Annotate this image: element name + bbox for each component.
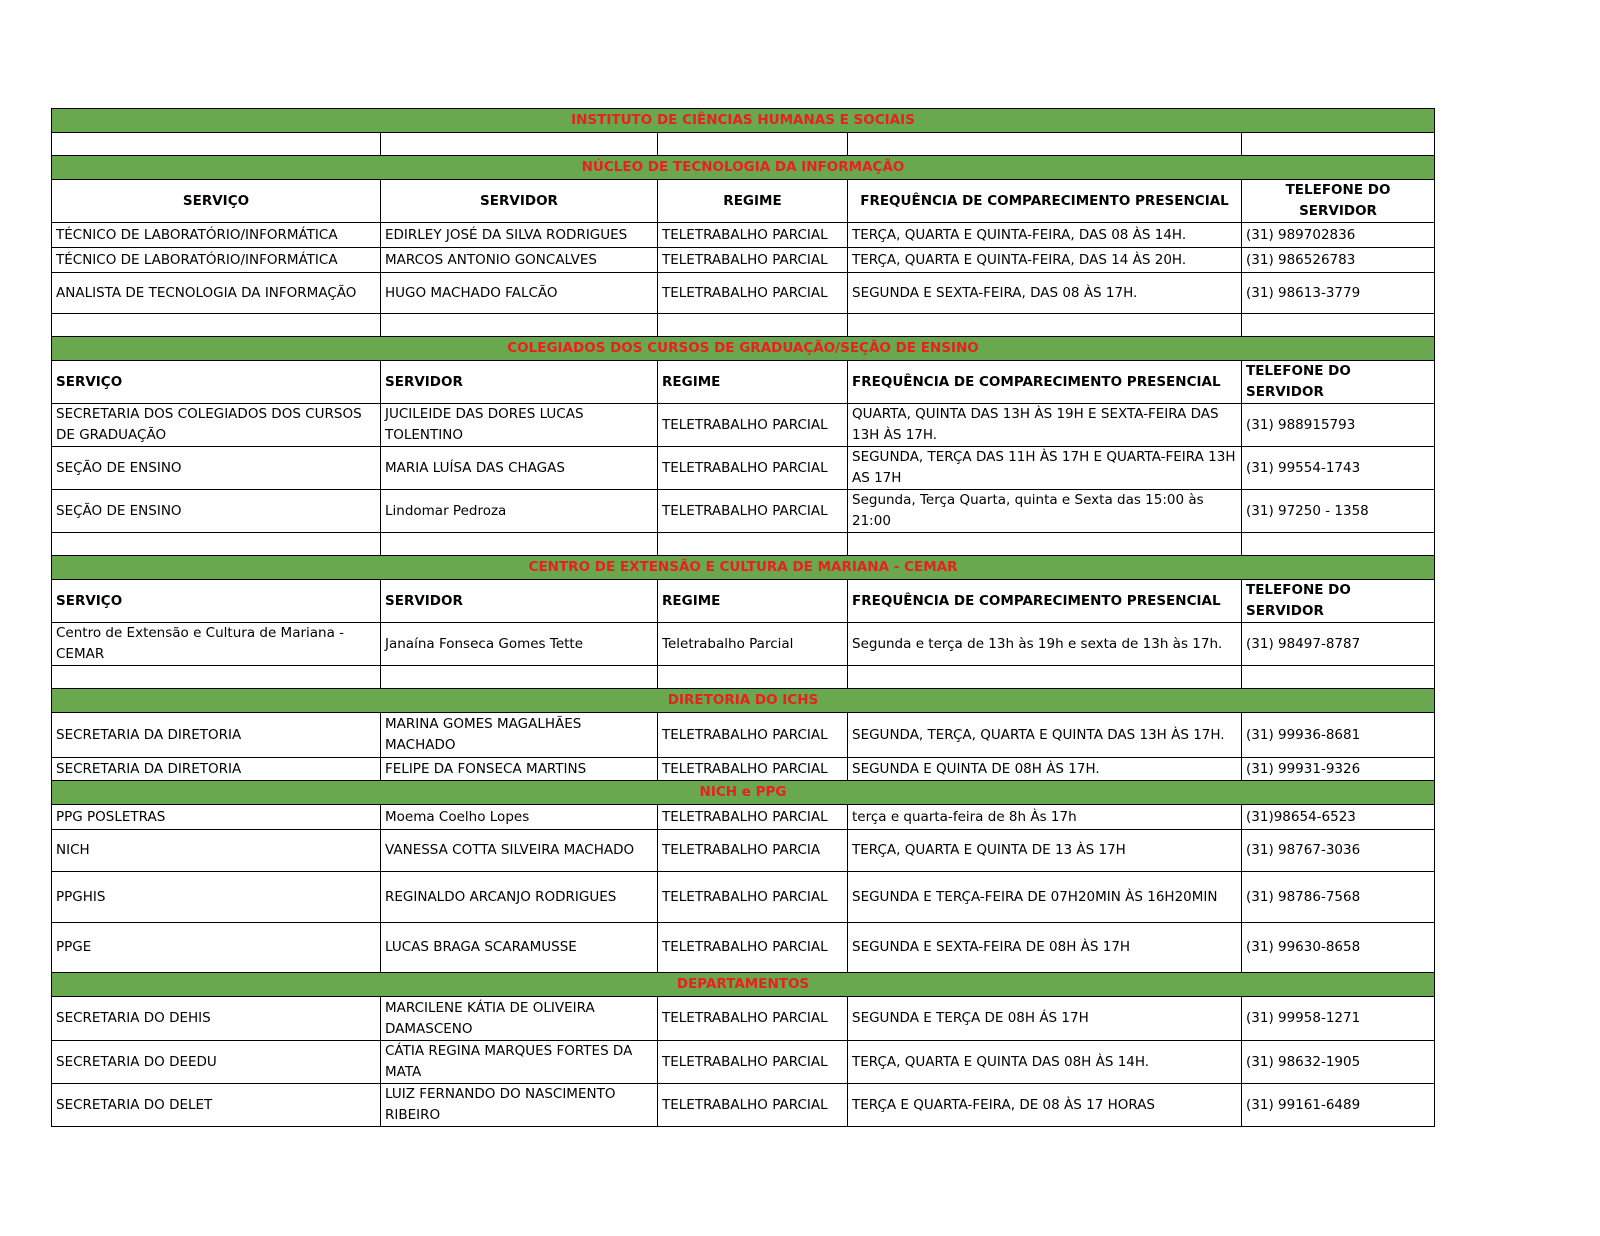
- table-row: [52, 273, 1435, 314]
- cell-servidor: MARIA LUÍSA DAS CHAGAS: [381, 447, 658, 490]
- cell-telefone: (31) 98786-7568: [1242, 872, 1435, 923]
- cell-regime: TELETRABALHO PARCIAL: [658, 273, 848, 314]
- table-row: [52, 223, 1435, 248]
- blank-row: [52, 314, 1435, 337]
- cell-servidor: REGINALDO ARCANJO RODRIGUES: [381, 872, 658, 923]
- table-row: [52, 805, 1435, 830]
- cell-servidor: LUIZ FERNANDO DO NASCIMENTO RIBEIRO: [381, 1084, 658, 1127]
- cell-frequencia: TERÇA E QUARTA-FEIRA, DE 08 ÀS 17 HORAS: [848, 1084, 1242, 1127]
- cell-frequencia: SEGUNDA E TERÇA-FEIRA DE 07H20MIN ÀS 16H20MIN: [848, 872, 1242, 923]
- col-header-servidor: SERVIDOR: [381, 361, 658, 404]
- cell-servidor: HUGO MACHADO FALCÃO: [381, 273, 658, 314]
- cell-servidor: MARCOS ANTONIO GONCALVES: [381, 248, 658, 273]
- table-row: [52, 830, 1435, 872]
- column-header-row: [52, 580, 1435, 623]
- cell-servidor: FELIPE DA FONSECA MARTINS: [381, 758, 658, 781]
- cell-servico: ANALISTA DE TECNOLOGIA DA INFORMAÇÃO: [52, 273, 381, 314]
- cell-servico: SEÇÃO DE ENSINO: [52, 490, 381, 533]
- cell-servidor: JUCILEIDE DAS DORES LUCAS TOLENTINO: [381, 404, 658, 447]
- cell-servidor: Lindomar Pedroza: [381, 490, 658, 533]
- cell-servidor: Janaína Fonseca Gomes Tette: [381, 623, 658, 666]
- blank-row: [52, 133, 1435, 156]
- col-header-servico: SERVIÇO: [52, 580, 381, 623]
- section-title: NICH e PPG: [52, 781, 1435, 805]
- cell-frequencia: SEGUNDA E SEXTA-FEIRA DE 08H ÀS 17H: [848, 923, 1242, 973]
- col-header-servico: SERVIÇO: [52, 180, 381, 223]
- cell-servico: TÉCNICO DE LABORATÓRIO/INFORMÁTICA: [52, 248, 381, 273]
- cell-telefone: (31) 99161-6489: [1242, 1084, 1435, 1127]
- table-row: [52, 923, 1435, 973]
- cell-frequencia: Segunda, Terça Quarta, quinta e Sexta das 15:00 às 21:00: [848, 490, 1242, 533]
- table-row: [52, 872, 1435, 923]
- cell-telefone: (31) 97250 - 1358: [1242, 490, 1435, 533]
- col-header-telefone: TELEFONE DO SERVIDOR: [1242, 580, 1435, 623]
- cell-frequencia: SEGUNDA, TERÇA DAS 11H ÀS 17H E QUARTA-FEIRA 13H AS 17H: [848, 447, 1242, 490]
- cell-regime: Teletrabalho Parcial: [658, 623, 848, 666]
- cell-frequencia: SEGUNDA E SEXTA-FEIRA, DAS 08 ÀS 17H.: [848, 273, 1242, 314]
- cell-servico: TÉCNICO DE LABORATÓRIO/INFORMÁTICA: [52, 223, 381, 248]
- cell-telefone: (31) 98632-1905: [1242, 1041, 1435, 1084]
- cell-servico: PPG POSLETRAS: [52, 805, 381, 830]
- col-header-frequencia: FREQUÊNCIA DE COMPARECIMENTO PRESENCIAL: [848, 180, 1242, 223]
- section-header-nich-ppg: [52, 781, 1435, 805]
- table-row: [52, 758, 1435, 781]
- cell-frequencia: Segunda e terça de 13h às 19h e sexta de 13h às 17h.: [848, 623, 1242, 666]
- blank-row: [52, 666, 1435, 689]
- cell-servidor: MARCILENE KÁTIA DE OLIVEIRA DAMASCENO: [381, 997, 658, 1041]
- cell-servico: SECRETARIA DOS COLEGIADOS DOS CURSOS DE GRADUAÇÃO: [52, 404, 381, 447]
- section-title: CENTRO DE EXTENSÃO E CULTURA DE MARIANA - CEMAR: [52, 556, 1435, 580]
- cell-regime: TELETRABALHO PARCIAL: [658, 872, 848, 923]
- cell-frequencia: TERÇA, QUARTA E QUINTA DAS 08H ÀS 14H.: [848, 1041, 1242, 1084]
- cell-regime: TELETRABALHO PARCIAL: [658, 490, 848, 533]
- cell-telefone: (31) 99630-8658: [1242, 923, 1435, 973]
- table-row: [52, 1041, 1435, 1084]
- cell-telefone: (31) 98497-8787: [1242, 623, 1435, 666]
- blank-row: [52, 533, 1435, 556]
- cell-regime: TELETRABALHO PARCIAL: [658, 805, 848, 830]
- cell-frequencia: SEGUNDA E QUINTA DE 08H ÀS 17H.: [848, 758, 1242, 781]
- section-title: COLEGIADOS DOS CURSOS DE GRADUAÇÃO/SEÇÃO DE ENSINO: [52, 337, 1435, 361]
- cell-frequencia: SEGUNDA E TERÇA DE 08H ÁS 17H: [848, 997, 1242, 1041]
- cell-regime: TELETRABALHO PARCIAL: [658, 758, 848, 781]
- section-header-diretoria: [52, 689, 1435, 713]
- cell-telefone: (31) 99936-8681: [1242, 713, 1435, 758]
- column-header-row: [52, 180, 1435, 223]
- col-header-regime: REGIME: [658, 580, 848, 623]
- cell-regime: TELETRABALHO PARCIAL: [658, 447, 848, 490]
- cell-servidor: Moema Coelho Lopes: [381, 805, 658, 830]
- col-header-servico: SERVIÇO: [52, 361, 381, 404]
- cell-telefone: (31) 989702836: [1242, 223, 1435, 248]
- table-row: [52, 447, 1435, 490]
- section-title: DIRETORIA DO ICHS: [52, 689, 1435, 713]
- cell-frequencia: TERÇA, QUARTA E QUINTA-FEIRA, DAS 14 ÀS 20H.: [848, 248, 1242, 273]
- cell-servidor: VANESSA COTTA SILVEIRA MACHADO: [381, 830, 658, 872]
- cell-frequencia: terça e quarta-feira de 8h Às 17h: [848, 805, 1242, 830]
- cell-regime: TELETRABALHO PARCIAL: [658, 404, 848, 447]
- cell-servico: SEÇÃO DE ENSINO: [52, 447, 381, 490]
- cell-telefone: (31) 988915793: [1242, 404, 1435, 447]
- cell-regime: TELETRABALHO PARCIAL: [658, 223, 848, 248]
- cell-regime: TELETRABALHO PARCIAL: [658, 923, 848, 973]
- cell-telefone: (31) 99931-9326: [1242, 758, 1435, 781]
- cell-regime: TELETRABALHO PARCIAL: [658, 1084, 848, 1127]
- cell-servico: NICH: [52, 830, 381, 872]
- cell-servidor: LUCAS BRAGA SCARAMUSSE: [381, 923, 658, 973]
- table-row: [52, 713, 1435, 758]
- cell-regime: TELETRABALHO PARCIAL: [658, 1041, 848, 1084]
- col-header-frequencia: FREQUÊNCIA DE COMPARECIMENTO PRESENCIAL: [848, 580, 1242, 623]
- cell-servidor: EDIRLEY JOSÉ DA SILVA RODRIGUES: [381, 223, 658, 248]
- table-row: [52, 997, 1435, 1041]
- cell-telefone: (31)98654-6523: [1242, 805, 1435, 830]
- cell-regime: TELETRABALHO PARCIAL: [658, 248, 848, 273]
- cell-frequencia: SEGUNDA, TERÇA, QUARTA E QUINTA DAS 13H ÀS 17H.: [848, 713, 1242, 758]
- cell-telefone: (31) 99958-1271: [1242, 997, 1435, 1041]
- cell-servico: SECRETARIA DA DIRETORIA: [52, 713, 381, 758]
- column-header-row: [52, 361, 1435, 404]
- cell-servico: PPGE: [52, 923, 381, 973]
- col-header-regime: REGIME: [658, 361, 848, 404]
- cell-telefone: (31) 98613-3779: [1242, 273, 1435, 314]
- cell-servico: PPGHIS: [52, 872, 381, 923]
- section-header-cemar: [52, 556, 1435, 580]
- cell-frequencia: TERÇA, QUARTA E QUINTA DE 13 ÀS 17H: [848, 830, 1242, 872]
- section-title: NÚCLEO DE TECNOLOGIA DA INFORMAÇÃO: [52, 156, 1435, 180]
- cell-telefone: (31) 986526783: [1242, 248, 1435, 273]
- col-header-servidor: SERVIDOR: [381, 180, 658, 223]
- section-title: DEPARTAMENTOS: [52, 973, 1435, 997]
- section-header-nti: [52, 156, 1435, 180]
- title-row: [52, 109, 1435, 133]
- col-header-frequencia: FREQUÊNCIA DE COMPARECIMENTO PRESENCIAL: [848, 361, 1242, 404]
- cell-servidor: CÁTIA REGINA MARQUES FORTES DA MATA: [381, 1041, 658, 1084]
- table-row: [52, 1084, 1435, 1127]
- cell-servico: Centro de Extensão e Cultura de Mariana - CEMAR: [52, 623, 381, 666]
- cell-servico: SECRETARIA DA DIRETORIA: [52, 758, 381, 781]
- cell-servico: SECRETARIA DO DEEDU: [52, 1041, 381, 1084]
- cell-telefone: (31) 99554-1743: [1242, 447, 1435, 490]
- cell-servico: SECRETARIA DO DELET: [52, 1084, 381, 1127]
- table-row: [52, 490, 1435, 533]
- col-header-telefone: TELEFONE DO SERVIDOR: [1242, 361, 1435, 404]
- page-title: INSTITUTO DE CIÊNCIAS HUMANAS E SOCIAIS: [52, 109, 1435, 133]
- cell-frequencia: QUARTA, QUINTA DAS 13H ÀS 19H E SEXTA-FEIRA DAS 13H ÀS 17H.: [848, 404, 1242, 447]
- col-header-servidor: SERVIDOR: [381, 580, 658, 623]
- cell-regime: TELETRABALHO PARCIAL: [658, 997, 848, 1041]
- cell-regime: TELETRABALHO PARCIAL: [658, 713, 848, 758]
- table-row: [52, 404, 1435, 447]
- section-header-colegiados: [52, 337, 1435, 361]
- cell-regime: TELETRABALHO PARCIA: [658, 830, 848, 872]
- col-header-regime: REGIME: [658, 180, 848, 223]
- cell-telefone: (31) 98767-3036: [1242, 830, 1435, 872]
- cell-servico: SECRETARIA DO DEHIS: [52, 997, 381, 1041]
- table-row: [52, 248, 1435, 273]
- col-header-telefone: TELEFONE DO SERVIDOR: [1242, 180, 1435, 223]
- section-header-departamentos: [52, 973, 1435, 997]
- cell-servidor: MARINA GOMES MAGALHÃES MACHADO: [381, 713, 658, 758]
- cell-frequencia: TERÇA, QUARTA E QUINTA-FEIRA, DAS 08 ÀS 14H.: [848, 223, 1242, 248]
- table-row: [52, 623, 1435, 666]
- staff-schedule-table: [51, 108, 1435, 1127]
